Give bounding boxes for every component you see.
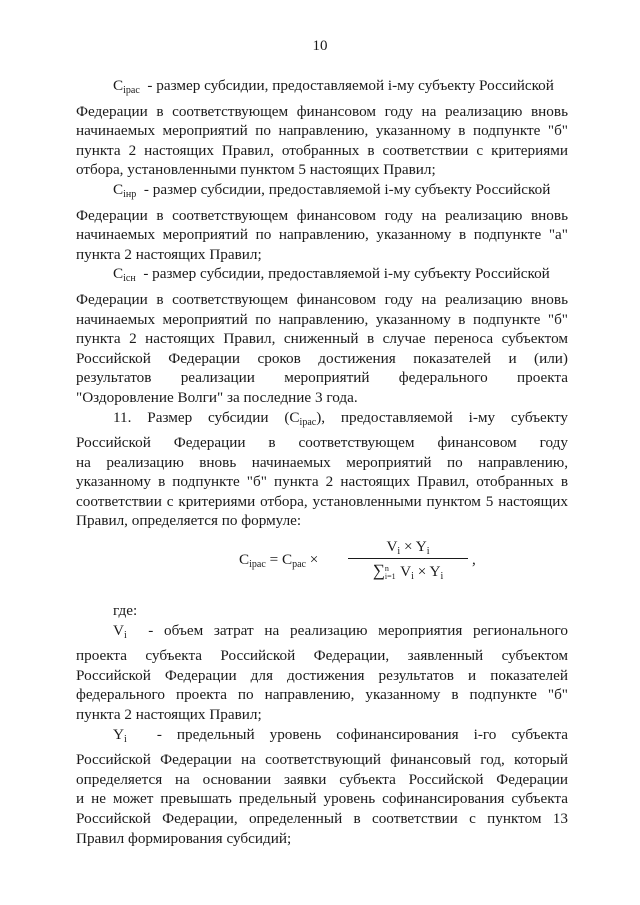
definition-c-isn: Сiсн - размер субсидии, предоставляемой i-му субъекту Российской Федерации в соответствующем финансовом году на реализацию вновь начинаемых мероприятий по направлению, указанному в подпункте "б" пункта 2 настоящих Правил, сниженный в случае переноса субъектом Российской Федерации сроков достижения показателей и (или) результатов реализации мероприятий федерального проекта "Оздоровление Волги" за последние 3 года. [76, 265, 568, 406]
document-body [76, 76, 568, 848]
definition-c-iras: Сiрас - размер субсидии, предоставляемой i-му субъекту Российской Федерации в соответствующем финансовом году на реализацию вновь начинаемых мероприятий по направлению, указанному в подпункте "б" пункта 2 настоящих Правил, отобранных в соответствии с критериями отбора, установленными пунктом 5 настоящих Правил; [76, 77, 568, 179]
formula-lhs: Сiрас = Срас × [239, 551, 319, 571]
formula-fraction [348, 537, 468, 582]
definition-v-i: Vi - объем затрат на реализацию мероприятия регионального проекта субъекта Российской Федерации, заявленный субъектом Российской Федерации для достижения результатов и показателей федерального проекта по направлению, указанному в подпункте "б" пункта 2 настоящих Правил; [76, 621, 569, 724]
symbol-y-i: Yi [113, 725, 127, 745]
definition-y-i: Yi - предельный уровень софинансирования i-го субъекта Российской Федерации на соответствующий финансовый год, который определяется на основании заявки субъекта Российской Федерации и не может превышать предельный уровень софинансирования субъекта Российской Федерации, определенный в соответствии с пунктом 13 Правил формирования субсидий; [76, 725, 569, 847]
symbol-v-i: Vi [113, 621, 127, 641]
formula-c-iras: Сiрас = Срас × Vi × Yi ∑n i=1 Vi × Yi , [239, 538, 476, 583]
symbol-c-isn: Сiсн [113, 265, 136, 285]
fraction-bar [348, 558, 468, 559]
definition-c-inr: Сiнр - размер субсидии, предоставляемой i-му субъекту Российской Федерации в соответствующем финансовом году на реализацию вновь начинаемых мероприятий по направлению, указанному в подпункте "а" пункта 2 настоящих Правил; [76, 180, 568, 263]
formula-numerator: Vi × Yi [386, 538, 430, 558]
where-label: где: [113, 602, 138, 620]
symbol-c-iras: Сiрас [113, 77, 140, 96]
symbol-c-inr: Сiнр [113, 180, 137, 200]
clause-11: 11. Размер субсидии (Сiрас), предоставляемой i-му субъекту Российской Федерации в соответствующем финансовом году на реализацию вновь начинаемых мероприятий по направлению, указанному в подпункте "б" пункта 2 настоящих Правил, отобранных в соответствии с критериями отбора, установленными пунктом 5 настоящих Правил, определяется по формуле: [76, 408, 568, 530]
formula-denominator: ∑n i=1 Vi × Yi [372, 561, 444, 583]
page-number: 10 [312, 38, 328, 54]
